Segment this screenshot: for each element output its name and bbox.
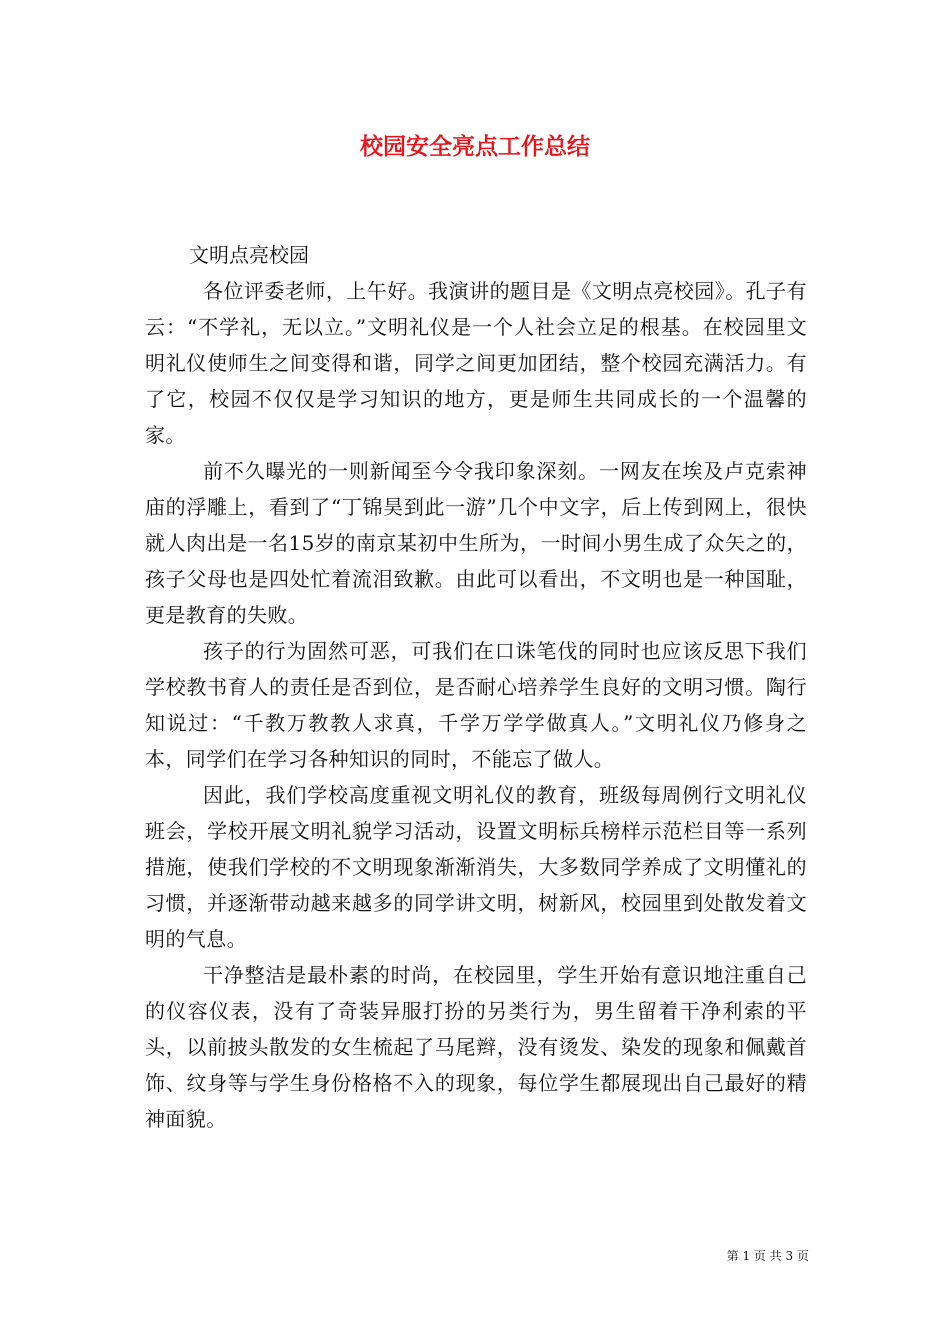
speech-heading: 文明点亮校园	[189, 243, 309, 267]
paragraph: 孩子的行为固然可恶，可我们在口诛笔伐的同时也应该反思下我们学校教书育人的责任是否到位，是否耐心培养学生良好的文明习惯。陶行知说过：“千教万教教人求真，千学万学学做真人。”文明礼仪乃修身之本，同学们在学习各种知识的同时，不能忘了做人。	[145, 639, 807, 771]
page-number: 第 1 页 共 3 页	[726, 1249, 809, 1263]
paragraph: 干净整洁是最朴素的时尚，在校园里，学生开始有意识地注重自己的仪容仪表，没有了奇装异服打扮的另类行为，男生留着干净利索的平头，以前披头散发的女生梳起了马尾辫，没有烫发、染发的现象和佩戴首饰、纹身等与学生身份格格不入的现象，每位学生都展现出自己最好的精神面貌。	[145, 963, 807, 1131]
paragraph: 各位评委老师，上午好。我演讲的题目是《文明点亮校园》。孔子有云：“不学礼，无以立。”文明礼仪是一个人社会立足的根基。在校园里文明礼仪使师生之间变得和谐，同学之间更加团结，整个校园充满活力。有了它，校园不仅仅是学习知识的地方，更是师生共同成长的一个温馨的家。	[145, 279, 807, 447]
paragraph: 因此，我们学校高度重视文明礼仪的教育，班级每周例行文明礼仪班会，学校开展文明礼貌学习活动，设置文明标兵榜样示范栏目等一系列措施，使我们学校的不文明现象渐渐消失，大多数同学养成了文明懂礼的习惯，并逐渐带动越来越多的同学讲文明，树新风，校园里到处散发着文明的气息。	[145, 783, 807, 951]
document-body	[145, 237, 807, 1137]
page-title: 校园安全亮点工作总结	[360, 134, 590, 160]
paragraph: 前不久曝光的一则新闻至今令我印象深刻。一网友在埃及卢克索神庙的浮雕上，看到了“丁锦昊到此一游”几个中文字，后上传到网上，很快就人肉出是一名15岁的南京某初中生所为，一时间小男生成了众矢之的，孩子父母也是四处忙着流泪致歉。由此可以看出，不文明也是一种国耻，更是教育的失败。	[145, 459, 807, 627]
